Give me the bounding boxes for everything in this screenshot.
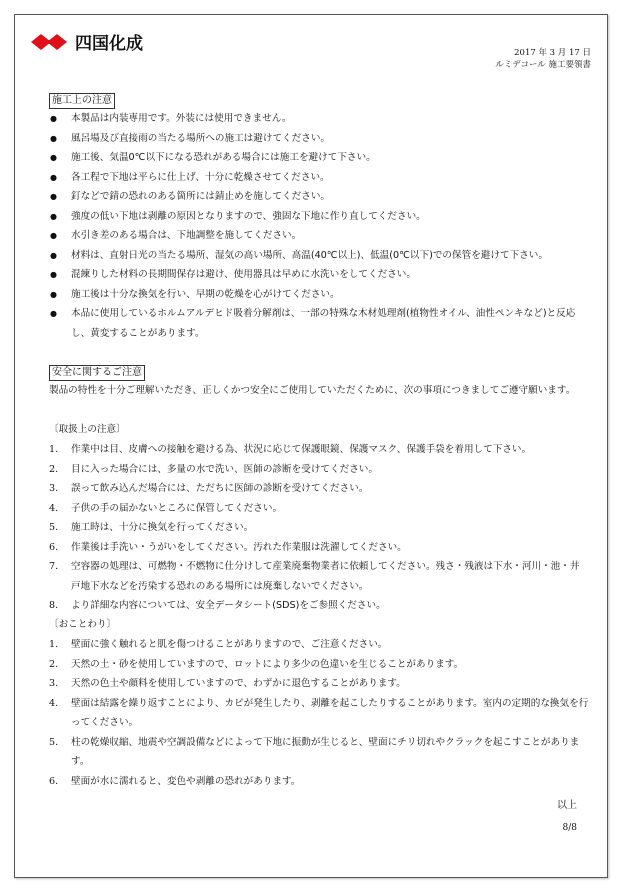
item-number: 5. [49, 522, 59, 533]
item-number: 2. [49, 658, 59, 670]
item-number: 2. [49, 463, 59, 475]
item-text: 空容器の処理は、可燃物・不燃物に仕分けして産業廃棄物業者に依頼してください。残さ・残液は下水・河川・池・井戸地下水などを汚染する恐れのある場所には廃棄しないでください。 [71, 561, 580, 592]
page-number: 8/8 [562, 823, 577, 833]
numbered-item [49, 499, 589, 519]
company-logo [31, 29, 143, 54]
numbered-item [49, 518, 589, 538]
bullet-item: ● 本製品は内装専用です。外装には使用できません。 [49, 109, 589, 129]
bullet-item: ● 施工後は十分な換気を行い、早期の乾燥を心がけてください。 [49, 285, 589, 305]
numbered-item [49, 733, 589, 772]
item-text: 柱の乾燥収縮、地震や空調設備などによって下地に振動が生じると、壁面にチリ切れやクラックを起こすことがあります。 [71, 736, 580, 767]
item-number: 4. [49, 502, 59, 514]
item-text: 作業後は手洗い・うがいをしてください。汚れた作業服は洗濯してください。 [71, 541, 407, 553]
document-page [14, 14, 608, 878]
numbered-item [49, 694, 589, 733]
item-number: 5. [49, 736, 59, 748]
disclaimer-list [49, 635, 589, 791]
end-mark: 以上 [557, 800, 577, 811]
item-number: 7. [49, 561, 59, 572]
bullet-item: ● 風呂場及び直接雨の当たる場所への施工は避けてください。 [49, 129, 589, 149]
document-date: 2017 年 3 月 17 日 [514, 48, 591, 58]
bullet-item: ● 施工後、気温0℃以下になる恐れがある場合には施工を避けて下さい。 [49, 148, 589, 168]
bullet-item: ● 強度の低い下地は剥離の原因となりますので、強固な下地に作り直してください。 [49, 207, 589, 227]
safety-intro: 製品の特性を十分ご理解いただき、正しくかつ安全にご使用していただくために、次の事項につきましてご遵守願います。 [49, 385, 576, 396]
item-number: 3. [49, 678, 59, 689]
safety-section-title: 安全に関するご注意 [49, 365, 145, 381]
item-text: 壁面が水に濡れると、変色や剥離の恐れがあります。 [71, 775, 301, 787]
handling-subtitle: 〔取扱上の注意〕 [49, 424, 126, 435]
item-text: 子供の手の届かないところに保管してください。 [71, 502, 283, 514]
item-text: 目に入った場合には、多量の水で洗い、医師の診断を受けてください。 [71, 463, 378, 475]
document-title: ルミデコール 施工要領書 [495, 60, 591, 70]
numbered-item [49, 635, 589, 655]
bullet-item: ● 各工程で下地は平らに仕上げ、十分に乾燥させてください。 [49, 168, 589, 188]
construction-section-title: 施工上の注意 [49, 93, 115, 109]
numbered-item [49, 655, 589, 675]
numbered-item [49, 596, 589, 616]
bullet-item: ● 本品に使用しているホルムアルデヒド吸着分解剤は、一部の特殊な木材処理剤(植物性オイル、油性ペンキなど)と反応し、黄変することがあります。 [49, 304, 589, 343]
bullet-item: ● 材料は、直射日光の当たる場所、湿気の高い場所、高温(40℃以上)、低温(0℃以下)での保管を避けて下さい。 [49, 246, 589, 266]
item-text: 天然の色土や顔料を使用していますので、わずかに退色することがあります。 [71, 678, 406, 689]
bullet-item: ● 水引き差のある場合は、下地調整を施してください。 [49, 226, 589, 246]
item-text: より詳細な内容については、安全データシート(SDS)をご参照ください。 [71, 600, 386, 611]
item-text: 天然の土・砂を使用していますので、ロットにより多少の色違いを生じることがあります。 [71, 658, 464, 670]
construction-notes-list [49, 109, 589, 343]
bullet-item: ● 混練りした材料の長期間保存は避け、使用器具は早めに水洗いをしてください。 [49, 265, 589, 285]
item-text: 施工時は、十分に換気を行ってください。 [71, 522, 254, 533]
item-text: 誤って飲み込んだ場合には、ただちに医師の診断を受けてください。 [71, 483, 369, 494]
document-meta [495, 47, 591, 71]
item-number: 4. [49, 697, 59, 709]
item-number: 6. [49, 775, 59, 787]
numbered-item [49, 538, 589, 558]
numbered-item [49, 460, 589, 480]
item-text: 作業中は目、皮膚への接触を避ける為、状況に応じて保護眼鏡、保護マスク、保護手袋を着用して下さい。 [71, 444, 532, 455]
item-number: 3. [49, 483, 59, 494]
numbered-item [49, 479, 589, 499]
numbered-item [49, 674, 589, 694]
item-number: 6. [49, 541, 59, 553]
handling-notes-list [49, 440, 589, 616]
item-number: 1. [49, 639, 59, 650]
item-number: 1. [49, 444, 59, 455]
bullet-item: ● 釘などで錆の恐れのある箇所には錆止めを施してください。 [49, 187, 589, 207]
company-name: 四国化成 [75, 34, 143, 54]
item-number: 8. [49, 600, 59, 611]
numbered-item [49, 440, 589, 460]
item-text: 壁面に強く触れると肌を傷つけることがありますので、ご注意ください。 [71, 639, 388, 650]
notice-subtitle: 〔おことわり〕 [49, 619, 117, 630]
numbered-item [49, 557, 589, 596]
item-text: 壁面は結露を繰り返すことにより、カビが発生したり、剥離を起こしたりすることがあります。室内の定期的な換気を行ってください。 [71, 697, 589, 728]
diamond-logo-icon [31, 32, 71, 52]
numbered-item [49, 772, 589, 792]
